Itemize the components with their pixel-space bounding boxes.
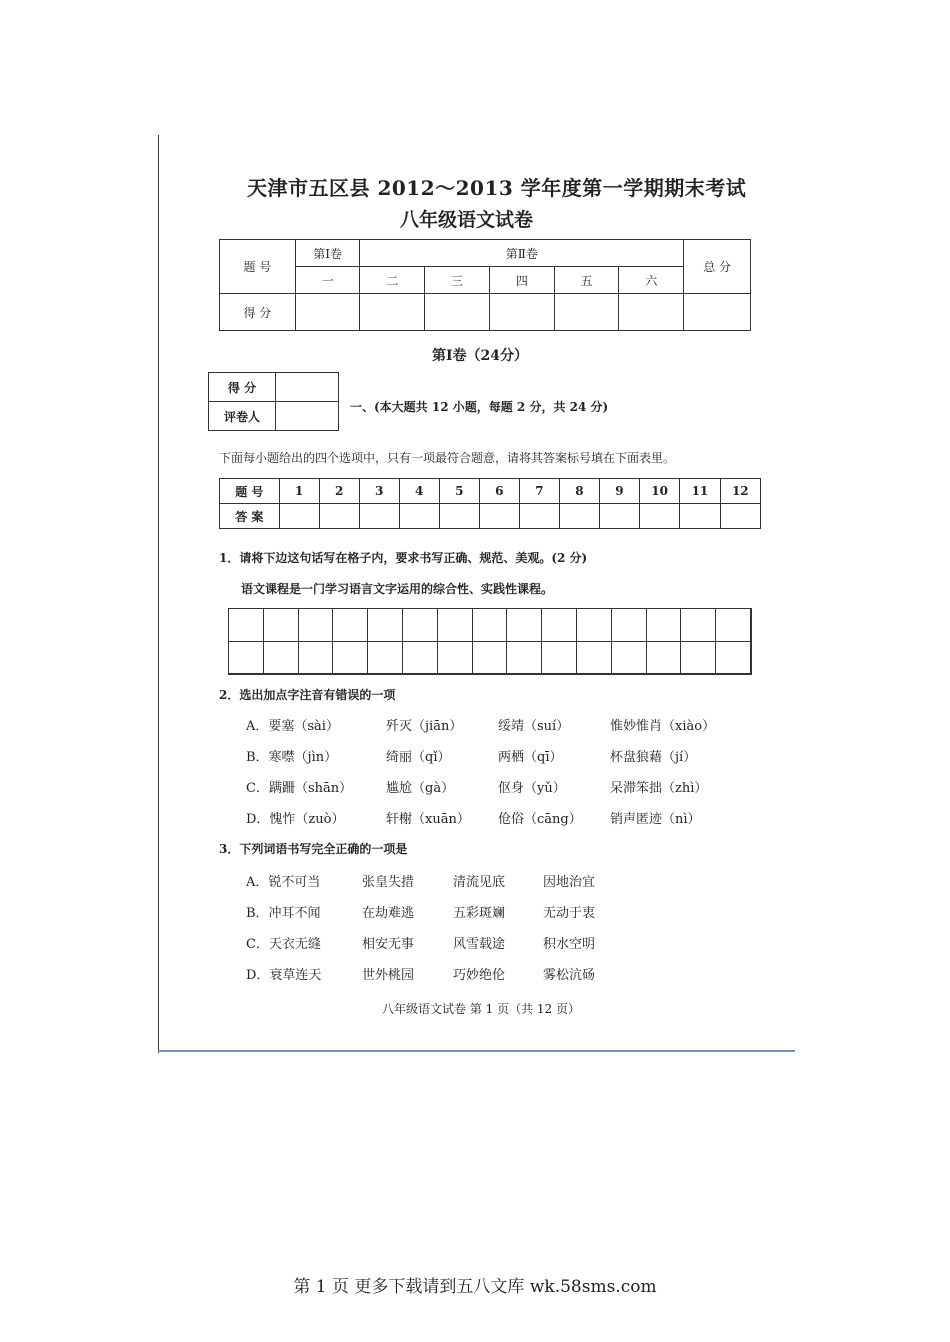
q2-option: D．愧怍（zuò） [246, 812, 345, 827]
answer-number: 6 [479, 479, 519, 504]
page-number-footer: 八年级语文试卷 第 1 页（共 12 页） [382, 1002, 580, 1016]
answer-number: 5 [439, 479, 479, 504]
q3-option: 在劫难逃 [362, 906, 415, 921]
grader-label: 评卷人 [209, 402, 276, 431]
q3-option: A．锐不可当 [246, 875, 321, 890]
grid-cell [716, 609, 751, 642]
answer-cell [359, 504, 399, 529]
answer-cell [479, 504, 519, 529]
section1-directions: 下面每小题给出的四个选项中，只有一项最符合题意，请将其答案标号填在下面表里。 [219, 451, 676, 465]
q1-sentence: 语文课程是一门学习语言文字运用的综合性、实践性课程。 [241, 582, 554, 596]
answer-number: 8 [559, 479, 599, 504]
q2-stem: 2．选出加点字注音有错误的一项 [219, 688, 396, 702]
grid-cell [403, 609, 438, 642]
answer-table [219, 478, 761, 529]
q3-option: B．冲耳不闻 [246, 906, 321, 921]
q3-option: 清流见底 [453, 875, 506, 890]
writing-grid [228, 608, 752, 675]
site-footer: 第 1 页 更多下载请到五八文库 wk.58sms.com [293, 1277, 657, 1297]
q2-option: 两栖（qī） [498, 750, 563, 765]
score-cell [360, 294, 425, 331]
score-col: 六 [619, 267, 684, 294]
score-total-label: 总 分 [684, 240, 751, 294]
answer-row-label: 答 案 [220, 504, 280, 529]
grid-cell [577, 609, 612, 642]
q3-option: 世外桃园 [362, 968, 415, 983]
grid-cell [612, 609, 647, 642]
grid-cell [612, 642, 647, 675]
grid-cell [438, 642, 473, 675]
answer-number: 12 [720, 479, 760, 504]
grid-cell [542, 642, 577, 675]
q2-option: C．蹒跚（shān） [246, 781, 353, 796]
score-cell [489, 294, 554, 331]
score-cell [554, 294, 619, 331]
scan-left-edge [158, 135, 159, 1053]
q3-option: 因地治宜 [543, 875, 596, 890]
answer-cell [720, 504, 760, 529]
grid-cell [681, 642, 716, 675]
grid-cell [368, 609, 403, 642]
grid-cell [577, 642, 612, 675]
q3-option: 无动于衷 [543, 906, 596, 921]
answer-cell [399, 504, 439, 529]
answer-cell [559, 504, 599, 529]
grid-cell [647, 642, 682, 675]
grid-cell [368, 642, 403, 675]
scan-bottom-rule [158, 1050, 795, 1052]
answer-cell [439, 504, 479, 529]
score-cell [295, 294, 360, 331]
grid-cell [473, 609, 508, 642]
q1-stem: 1．请将下边这句话写在格子内，要求书写正确、规范、美观。(2 分) [219, 551, 588, 565]
answer-number: 1 [279, 479, 319, 504]
q2-option: B．寒噤（jìn） [246, 750, 338, 765]
score-label-points: 得 分 [220, 294, 296, 331]
q2-option: 绮丽（qǐ） [386, 750, 451, 765]
grid-cell [473, 642, 508, 675]
answer-number: 9 [599, 479, 639, 504]
grid-cell [264, 642, 299, 675]
q2-option: 歼灭（jiān） [386, 719, 463, 734]
score-col: 五 [554, 267, 619, 294]
grader-cell [276, 402, 339, 431]
score-volume1: 第Ⅰ卷 [295, 240, 360, 267]
grid-cell [438, 609, 473, 642]
answer-cell [319, 504, 359, 529]
q3-option: 相安无事 [362, 937, 415, 952]
answer-row-label: 题 号 [220, 479, 280, 504]
grid-cell [264, 609, 299, 642]
q2-option: 杯盘狼藉（jí） [610, 750, 697, 765]
score-label-number: 题 号 [220, 240, 296, 294]
q2-option: 销声匿迹（nì） [610, 812, 701, 827]
exam-subtitle: 八年级语文试卷 [400, 209, 534, 231]
answer-cell [519, 504, 559, 529]
q3-option: 张皇失措 [362, 875, 415, 890]
score-col: 三 [425, 267, 490, 294]
grid-cell [299, 609, 334, 642]
answer-number: 3 [359, 479, 399, 504]
q3-option: 雾松沆砀 [543, 968, 596, 983]
score-cell [684, 294, 751, 331]
grader-box [208, 372, 339, 431]
grid-cell [647, 609, 682, 642]
score-col: 二 [360, 267, 425, 294]
grader-score-cell [276, 373, 339, 402]
q2-option: 伧俗（cāng） [498, 812, 582, 827]
exam-title: 天津市五区县 2012～2013 学年度第一学期期末考试 [247, 176, 747, 200]
section1-heading: 第Ⅰ卷（24分） [432, 348, 529, 364]
q2-option: 伛身（yǔ） [498, 781, 566, 796]
grid-cell [507, 609, 542, 642]
q3-stem: 3．下列词语书写完全正确的一项是 [219, 842, 408, 856]
q2-option: 呆滞笨拙（zhì） [610, 781, 708, 796]
score-cell [425, 294, 490, 331]
grid-cell [716, 642, 751, 675]
grader-score-label: 得 分 [209, 373, 276, 402]
score-volume2: 第Ⅱ卷 [360, 240, 684, 267]
q2-option: 尴尬（gà） [386, 781, 455, 796]
score-col: 四 [489, 267, 554, 294]
answer-number: 11 [680, 479, 720, 504]
grid-cell [681, 609, 716, 642]
score-table [219, 239, 751, 331]
section1-instruction: 一、(本大题共 12 小题，每题 2 分，共 24 分) [350, 400, 609, 414]
q3-option: C．天衣无缝 [246, 937, 321, 952]
answer-cell [279, 504, 319, 529]
q3-option: D．衰草连天 [246, 968, 322, 983]
answer-number: 7 [519, 479, 559, 504]
q3-option: 风雪载途 [453, 937, 506, 952]
q3-option: 五彩斑斓 [453, 906, 506, 921]
grid-cell [333, 642, 368, 675]
answer-number: 10 [639, 479, 679, 504]
q2-option: A．要塞（sài） [246, 719, 339, 734]
answer-cell [680, 504, 720, 529]
score-col: 一 [295, 267, 360, 294]
grid-cell [542, 609, 577, 642]
grid-cell [403, 642, 438, 675]
grid-cell [299, 642, 334, 675]
q3-option: 积水空明 [543, 937, 596, 952]
answer-cell [599, 504, 639, 529]
q2-option: 轩榭（xuān） [386, 812, 470, 827]
score-cell [619, 294, 684, 331]
grid-cell [229, 642, 264, 675]
grid-cell [507, 642, 542, 675]
grid-cell [333, 609, 368, 642]
q2-option: 惟妙惟肖（xiào） [610, 719, 716, 734]
answer-cell [639, 504, 679, 529]
q2-option: 绥靖（suí） [498, 719, 570, 734]
grid-cell [229, 609, 264, 642]
q3-option: 巧妙绝伦 [453, 968, 506, 983]
answer-number: 2 [319, 479, 359, 504]
answer-number: 4 [399, 479, 439, 504]
